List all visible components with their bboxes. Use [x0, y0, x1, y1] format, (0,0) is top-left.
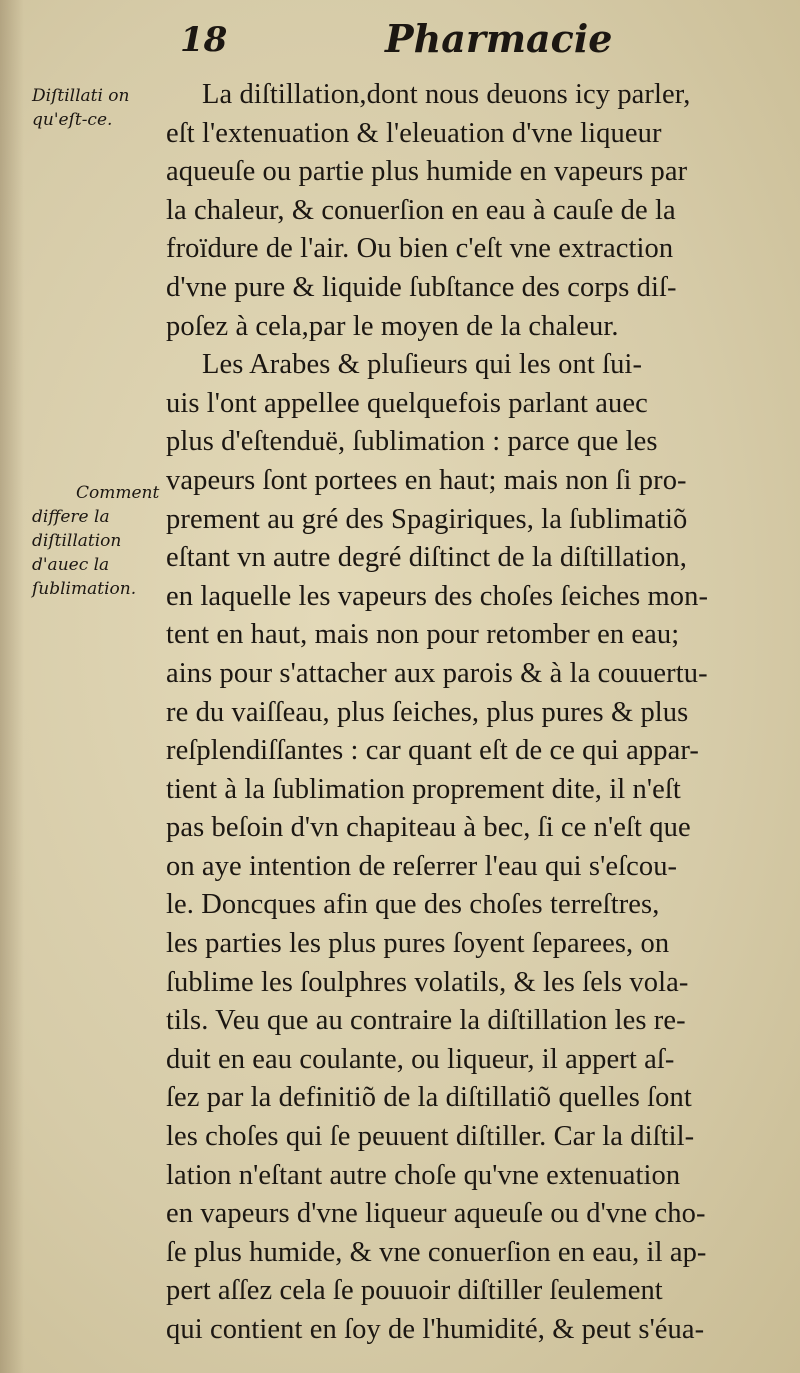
text-line: la chaleur, & conuerſion en eau à cauſe de la — [166, 194, 676, 226]
text-line: re du vaiſſeau, plus ſeiches, plus pures & plus — [166, 696, 689, 728]
margin-note-line: differe la — [32, 507, 110, 527]
text-line: pert aſſez cela ſe pouuoir diſtiller ſeulement — [166, 1275, 663, 1307]
page-header — [170, 14, 770, 74]
text-line: Les Arabes & pluſieurs qui les ont ſui- — [202, 349, 643, 381]
page-edge-shadow — [0, 0, 24, 1373]
text-line: uis l'ont appellee quelquefois parlant auec — [166, 387, 648, 419]
text-line: pas beſoin d'vn chapiteau à bec, ſi ce n'eſt que — [166, 812, 691, 844]
text-line: on aye intention de reſerrer l'eau qui s'eſcou- — [166, 850, 678, 882]
text-line: ſez par la definitiõ de la diſtillatiõ quelles ſont — [166, 1082, 692, 1114]
margin-note-line: ſublimation. — [32, 579, 137, 599]
text-line: plus d'eſtenduë, ſublimation : parce que les — [166, 426, 658, 458]
text-line: La diſtillation,dont nous deuons icy parler, — [202, 79, 691, 110]
text-line: d'vne pure & liquide ſubſtance des corps diſ- — [166, 271, 677, 303]
text-line: froïdure de l'air. Ou bien c'eſt vne extraction — [166, 233, 674, 265]
text-line: prement au gré des Spagiriques, la ſublimatiõ — [166, 503, 688, 535]
body-text — [166, 76, 766, 1350]
text-line: eſtant vn autre degré diſtinct de la diſtillation, — [166, 542, 688, 574]
text-line: ſe plus humide, & vne conuerſion en eau, il ap- — [166, 1236, 707, 1268]
margin-note-sublimation — [32, 481, 162, 601]
text-line: tent en haut, mais non pour retomber en eau; — [166, 619, 680, 651]
text-line: poſez à cela,par le moyen de la chaleur. — [166, 310, 619, 342]
text-line: qui contient en ſoy de l'humidité, & peut s'éua- — [166, 1314, 705, 1345]
margin-note-distillation — [32, 84, 162, 132]
margin-note-line: Comment — [76, 483, 160, 503]
running-head: Pharmacie — [385, 16, 613, 61]
text-line: le. Doncques afin que des choſes terreſtres, — [166, 889, 660, 921]
text-line: ſublime les ſoulphres volatils, & les ſels vola- — [166, 966, 689, 998]
text-line: duit en eau coulante, ou liqueur, il appert aſ- — [166, 1043, 675, 1075]
page-number: 18 — [180, 20, 228, 60]
text-line: en vapeurs d'vne liqueur aqueuſe ou d'vne cho- — [166, 1198, 706, 1230]
text-line: tient à la ſublimation proprement dite, il n'eſt — [166, 773, 681, 805]
text-line: en laquelle les vapeurs des choſes ſeiches mon- — [166, 580, 709, 612]
text-line: tils. Veu que au contraire la diſtillation les re- — [166, 1005, 686, 1037]
margin-note-line: Diſtillati on — [32, 86, 130, 106]
text-line: aqueuſe ou partie plus humide en vapeurs par — [166, 156, 688, 188]
margin-note-line: d'auec la — [32, 555, 110, 575]
text-line: eſt l'extenuation & l'eleuation d'vne liqueur — [166, 117, 662, 149]
text-line: les parties les plus pures ſoyent ſeparees, on — [166, 928, 670, 960]
text-line: les choſes qui ſe peuuent diſtiller. Car la diſtil- — [166, 1121, 695, 1153]
margin-note-line: diſtillation — [32, 531, 122, 551]
text-line: vapeurs ſont portees en haut; mais non ſi pro- — [166, 464, 687, 496]
margin-note-line: qu'eſt-ce. — [32, 110, 113, 130]
text-line: lation n'eſtant autre choſe qu'vne extenuation — [166, 1159, 681, 1191]
text-line: reſplendiſſantes : car quant eſt de ce qui appar- — [166, 735, 699, 767]
text-line: ains pour s'attacher aux parois & à la couuertu- — [166, 657, 708, 689]
